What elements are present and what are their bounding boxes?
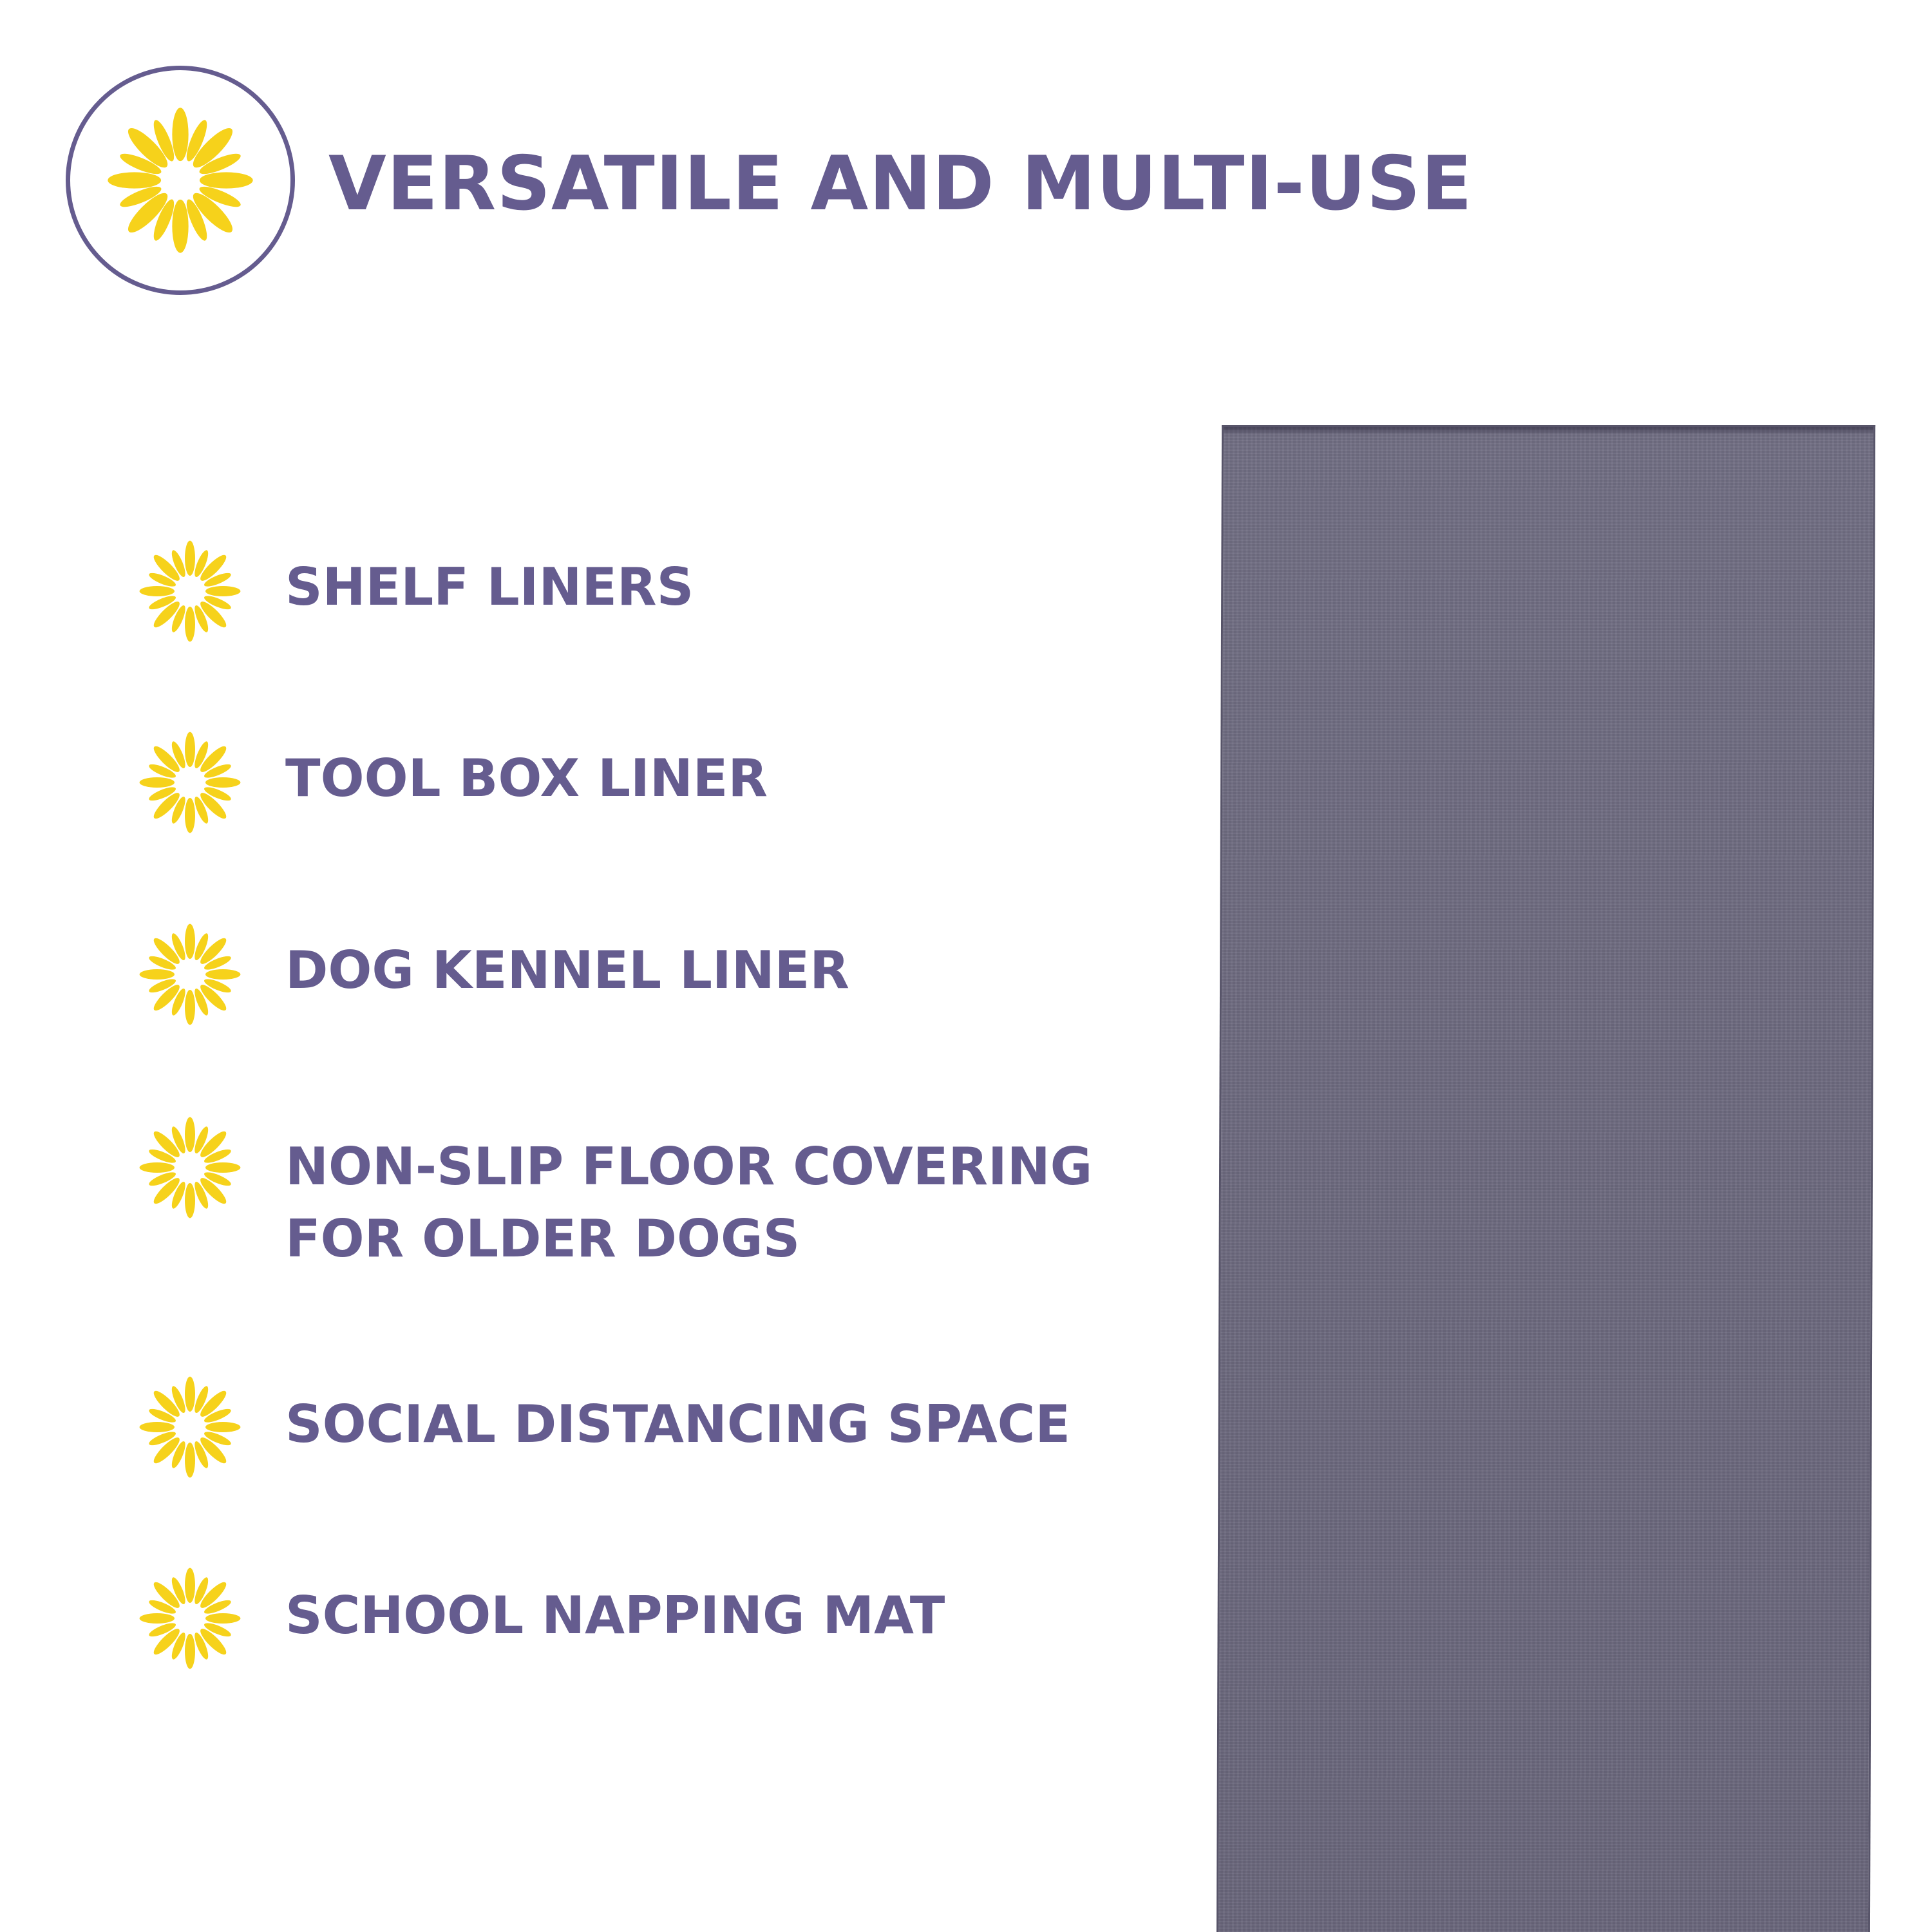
page-title: VERSATILE AND MULTI-USE [328,140,1473,227]
list-item-label: DOG KENNEL LINER [285,940,849,1000]
list-item-label: TOOL BOX LINER [285,748,768,808]
yoga-mat-image [1217,425,1875,1932]
sunburst-icon [138,923,242,1026]
list-item-label: SHELF LINERS [285,557,694,617]
sunburst-icon [138,1567,242,1670]
list-item-label: NON-SLIP FLOOR COVERING FOR OLDER DOGS [285,1137,1093,1269]
mat-top-edge [1224,427,1873,435]
list-item-label: SOCIAL DISTANCING SPACE [285,1394,1070,1454]
sunburst-icon [138,731,242,834]
list-item-label: SCHOOL NAPPING MAT [285,1586,945,1645]
sunburst-icon [138,540,242,643]
sunburst-icon [138,1376,242,1479]
sunburst-icon [138,1116,242,1219]
